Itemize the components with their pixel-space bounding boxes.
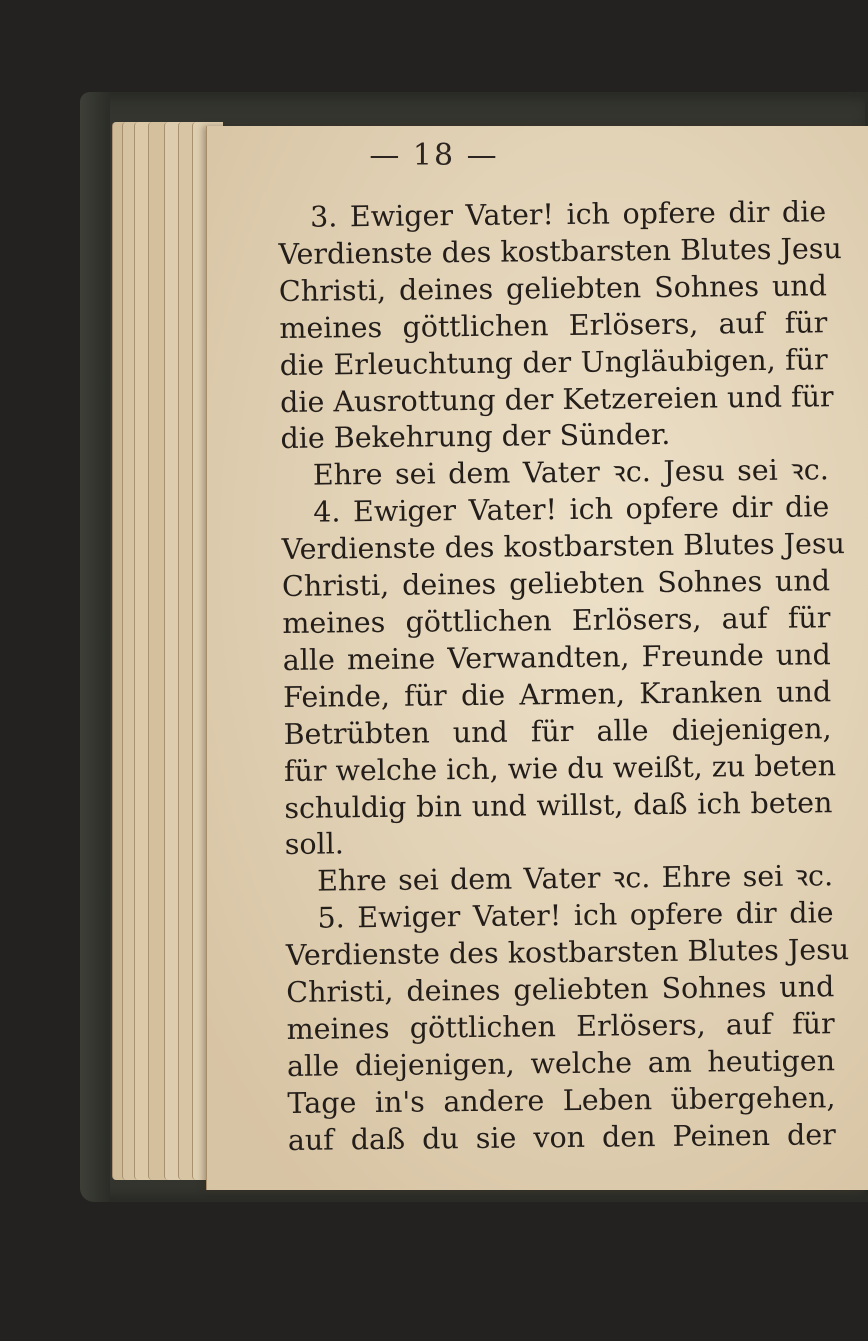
text-line: alle diejenigen, welche am heutigen	[286, 1044, 836, 1083]
text-line: Ehre sei dem Vater ꝛc. Jesu sei ꝛc.	[312, 453, 830, 492]
text-line: schuldig bin und willst, daß ich beten	[284, 785, 833, 825]
text-line: alle meine Verwandten, Freunde und	[282, 638, 831, 677]
text-line: Tage in's andere Leben übergehen,	[287, 1080, 836, 1120]
text-line: 3. Ewiger Vater! ich opfere dir die	[310, 195, 827, 234]
text-line: meines göttlichen Erlösers, auf für	[279, 305, 828, 345]
text-line: Ehre sei dem Vater ꝛc. Ehre sei ꝛc.	[316, 859, 834, 898]
text-line: die Bekehrung der Sünder.	[280, 418, 671, 456]
page-body-text	[278, 194, 850, 1159]
text-line: Christi, deines geliebten Sohnes und	[281, 564, 831, 604]
text-line: die Ausrottung der Ketzereien und für	[279, 379, 834, 419]
text-line: auf daß du sie von den Peinen der	[287, 1117, 836, 1157]
text-line: Christi, deines geliebten Sohnes und	[278, 269, 828, 308]
text-line: Betrübten und für alle diejenigen,	[283, 711, 832, 751]
text-line: soll.	[284, 827, 345, 862]
text-line: 4. Ewiger Vater! ich opfere dir die	[313, 490, 830, 529]
text-line: Feinde, für die Armen, Kranken und	[283, 675, 832, 714]
text-line: die Erleuchtung der Ungläubigen, für	[279, 342, 828, 382]
book-spine-edge	[80, 92, 110, 1202]
text-line: Verdienste des kostbarsten Blutes Jesu	[281, 527, 846, 567]
text-line: meines göttlichen Erlösers, auf für	[282, 601, 831, 640]
text-line: meines göttlichen Erlösers, auf für	[286, 1007, 835, 1046]
text-line: 5. Ewiger Vater! ich opfere dir die	[317, 896, 834, 935]
text-line: Verdienste des kostbarsten Blutes Jesu	[285, 933, 850, 973]
text-line: Christi, deines geliebten Sohnes und	[286, 970, 835, 1009]
text-line: Verdienste des kostbarsten Blutes Jesu	[278, 232, 842, 271]
text-line: für welche ich, wie du weißt, zu beten	[283, 748, 837, 788]
page-number: — 18 —	[369, 138, 499, 173]
